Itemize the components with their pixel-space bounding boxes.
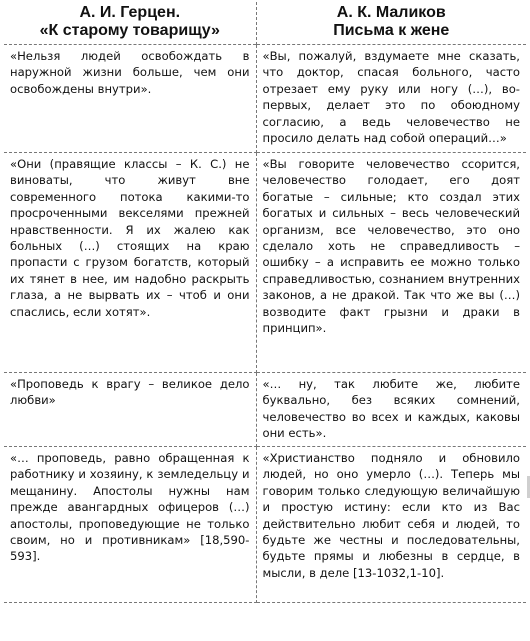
header-malikov <box>256 2 526 45</box>
header-herzen-title: «К старому товарищу» <box>39 22 220 39</box>
header-malikov-author: А. К. Маликов <box>336 4 446 21</box>
table-row <box>4 373 526 447</box>
quote-herzen-2: «Они (правящие классы – К. С.) не виноваты, что живут вне современного потока какими-то просроченными векселями прежней нравственности. Я их жалею как больных (…) стоящих на краю пропасти с грузом богатств, который их тянет в нее, им надобно раскрыть глаза, а не вырвать их – чтоб и они спаслись, если хотят». <box>4 153 256 373</box>
header-herzen-author: А. И. Герцен. <box>79 4 181 21</box>
header-row <box>4 2 526 45</box>
quote-malikov-4: «Христианство подняло и обновило людей, но оно умерло (…). Теперь мы говорим только следующую величайшую и простую истину: если кто из Вас действительно любит себя и людей, то будьте же честны и последовательны, будьте прямы и любезны в сердце, в мысли, в деле [13-1032,1-10]. <box>256 447 526 603</box>
table-row <box>4 45 526 153</box>
comparison-table <box>4 2 526 603</box>
quote-malikov-1: «Вы, пожалуй, вздумаете мне сказать, что доктор, спасая больного, часто отрезает ему руку или ногу (…), во-первых, делает это по обоюдному согласию, а ведь человечество не просило делать над собой операций…» <box>256 45 526 153</box>
quote-malikov-3: «… ну, так любите же, любите буквально, без всяких сомнений, человечество во всех и каждых, каковы они есть». <box>256 373 526 447</box>
quote-herzen-1: «Нельзя людей освобождать в наружной жизни больше, чем они освобождены внутри». <box>4 45 256 153</box>
quote-malikov-2: «Вы говорите человечество ссорится, человечество голодает, его доят богатые – сильные; кто создал этих богатых и сильных – весь человеческий организм, все человечество, это оно сделало хоть не справедливость – ошибку – а исправить ее можно только справедливостью, сознанием внутренних законов, а не дракой. Так что же вы (…) возводите факт грызни и драки в принцип». <box>256 153 526 373</box>
comparison-table-page <box>4 2 526 603</box>
quote-herzen-4: «… проповедь, равно обращенная к работнику и хозяину, к земледельцу и мещанину. Апостолы нужны нам прежде авангардных офицеров (…) апостолы, проповедующие не только своим, но и противникам» [18,590-593]. <box>4 447 256 603</box>
quote-herzen-3: «Проповедь к врагу – великое дело любви» <box>4 373 256 447</box>
table-row <box>4 447 526 603</box>
header-malikov-title: Письма к жене <box>333 22 450 39</box>
table-row <box>4 153 526 373</box>
header-herzen <box>4 2 256 45</box>
